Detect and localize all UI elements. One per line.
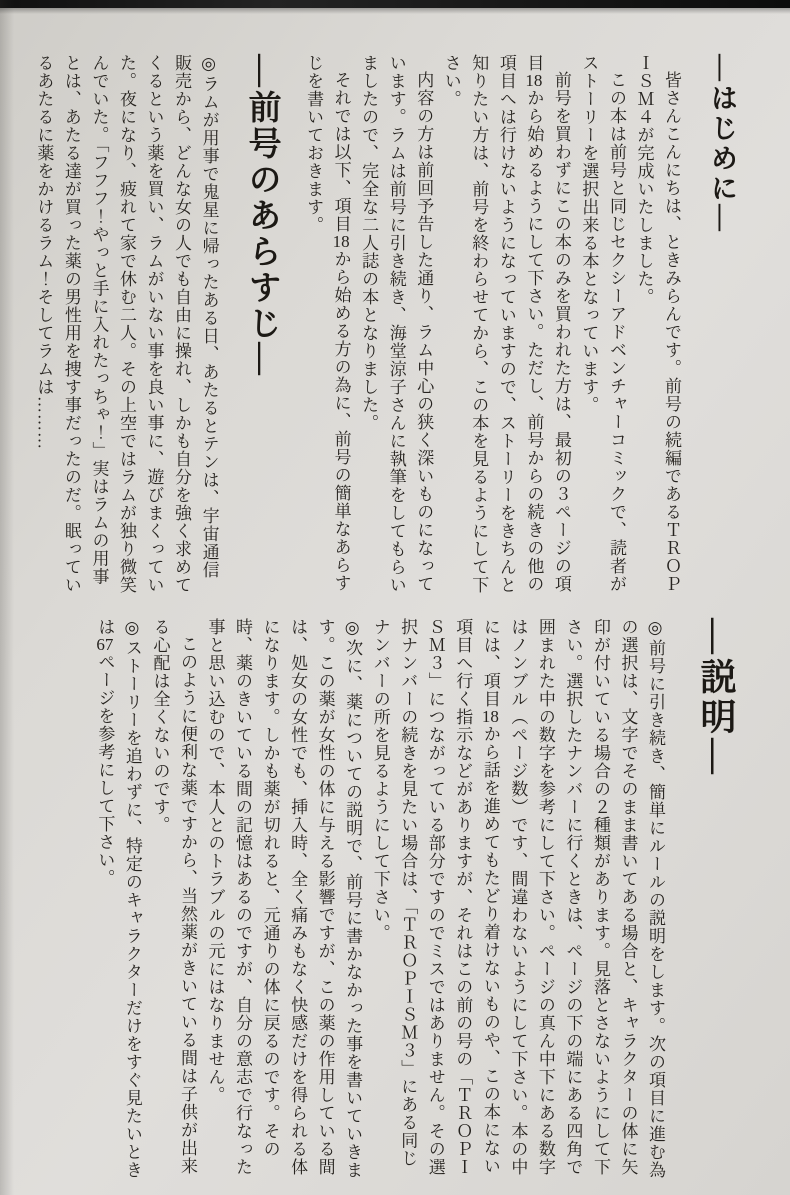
intro-paragraph-2: この本は前号と同じセクシーアドベンチャーコミックで、読者がストーリーを選択出来る本となっています。 — [579, 54, 626, 593]
explanation-section — [34, 618, 744, 1180]
explanation-heading: ―説明― — [696, 618, 736, 778]
intro-paragraph-1: 皆さんこんにちは、ときみらんです。前号の続編であるＴＲＯＰＩＳＭ４が完成いたしました。 — [634, 54, 681, 593]
explanation-paragraph-3: このように便利な薬ですから、当然薬がきいている間は子供が出来る心配は全くないのです。 — [150, 618, 197, 1175]
explanation-paragraph-4: ◎ストーリーを追わずに、特定のキャラクターだけをすぐ見たいときは67ページを参考にして下さい。 — [95, 618, 142, 1179]
synopsis-paragraph-1: ◎ラムが用事で鬼星に帰ったある日、あたるとテンは、宇宙通信販売から、どんな女の人でも自由に操れ、しかも自分を強く求めてくるという薬を買い、ラムがいない事を良い事に、遊びまくっていた。夜になり、疲れて家で休む二人。その上空ではラムが独り微笑んでいた。「フフフ！やっと手に入れたっちゃ！」実はラムの用事とは、あたる達が買った薬の男性用を捜す事だったのだ。眠っているあたるに薬をかけるラム！そしてラムは……… — [34, 54, 219, 594]
synopsis-heading: ―前号のあらすじ― — [243, 54, 280, 378]
intro-and-synopsis-section — [34, 54, 744, 594]
intro-paragraph-4: 内容の方は前回予告した通り、ラム中心の狭く深いものになっています。ラムは前号に引き続き、海堂涼子さんに執筆をしてもらいましたので、完全な二人誌の本となりました。 — [359, 54, 434, 594]
intro-paragraph-3: 前号を買わずにこの本のみを買われた方は、最初の３ページの項目18から始めるようにして下さい。ただし、前号からの続きの他の項目へは行けないようになっていますので、ストーリーをきちんと知りたい方は、前号を終わらせてから、この本を見るようにして下さい。 — [441, 54, 571, 594]
intro-paragraph-5: それでは以下、項目18から始める方の為に、前号の簡単なあらすじを書いておきます。 — [304, 54, 351, 592]
intro-heading: ―はじめに― — [707, 54, 737, 234]
explanation-paragraph-1: ◎前号に引き続き、簡単にルールの説明をします。次の項目に進む為の選択は、文字でそのまま書いてある場合と、キャラクターの体に矢印が付いている場合の２種類があります。見落とさないようにして下さい。選択したナンバーに行くときは、ページの下の端にある四角で囲まれた中の数字を参考にして下さい。ページの真ん中下にある数字はノンブル（ページ数）です、間違わないようにして下さい。本の中には、項目18から話を進めてもたどり着けないものや、この本にない項目へ行く指示などがありますが、それはこの前の号の「ＴＲＯＰＩＳＭ３」につながっている部分ですのでミスではありません。その選択ナンバーの続きを見たい場合は、「ＴＲＯＰＩＳＭ３」にある同じナンバーの所を見るようにして下さい。 — [370, 618, 665, 1179]
explanation-paragraph-2: ◎次に、薬についての説明で、前号に書かなかった事を書いていきます。この薬が女性の体に与える影響ですが、この薬の作用している間は、処女の女性でも、挿入時、全く痛みもなく快感だけを得られる体になります。しかも薬が切れると、元通りの体に戻るのです。その時、薬のきいている間の記憶はあるのですが、自分の意志で行なった事と思い込むので、本人とのトラブルの元にはなりません。 — [205, 618, 363, 1179]
